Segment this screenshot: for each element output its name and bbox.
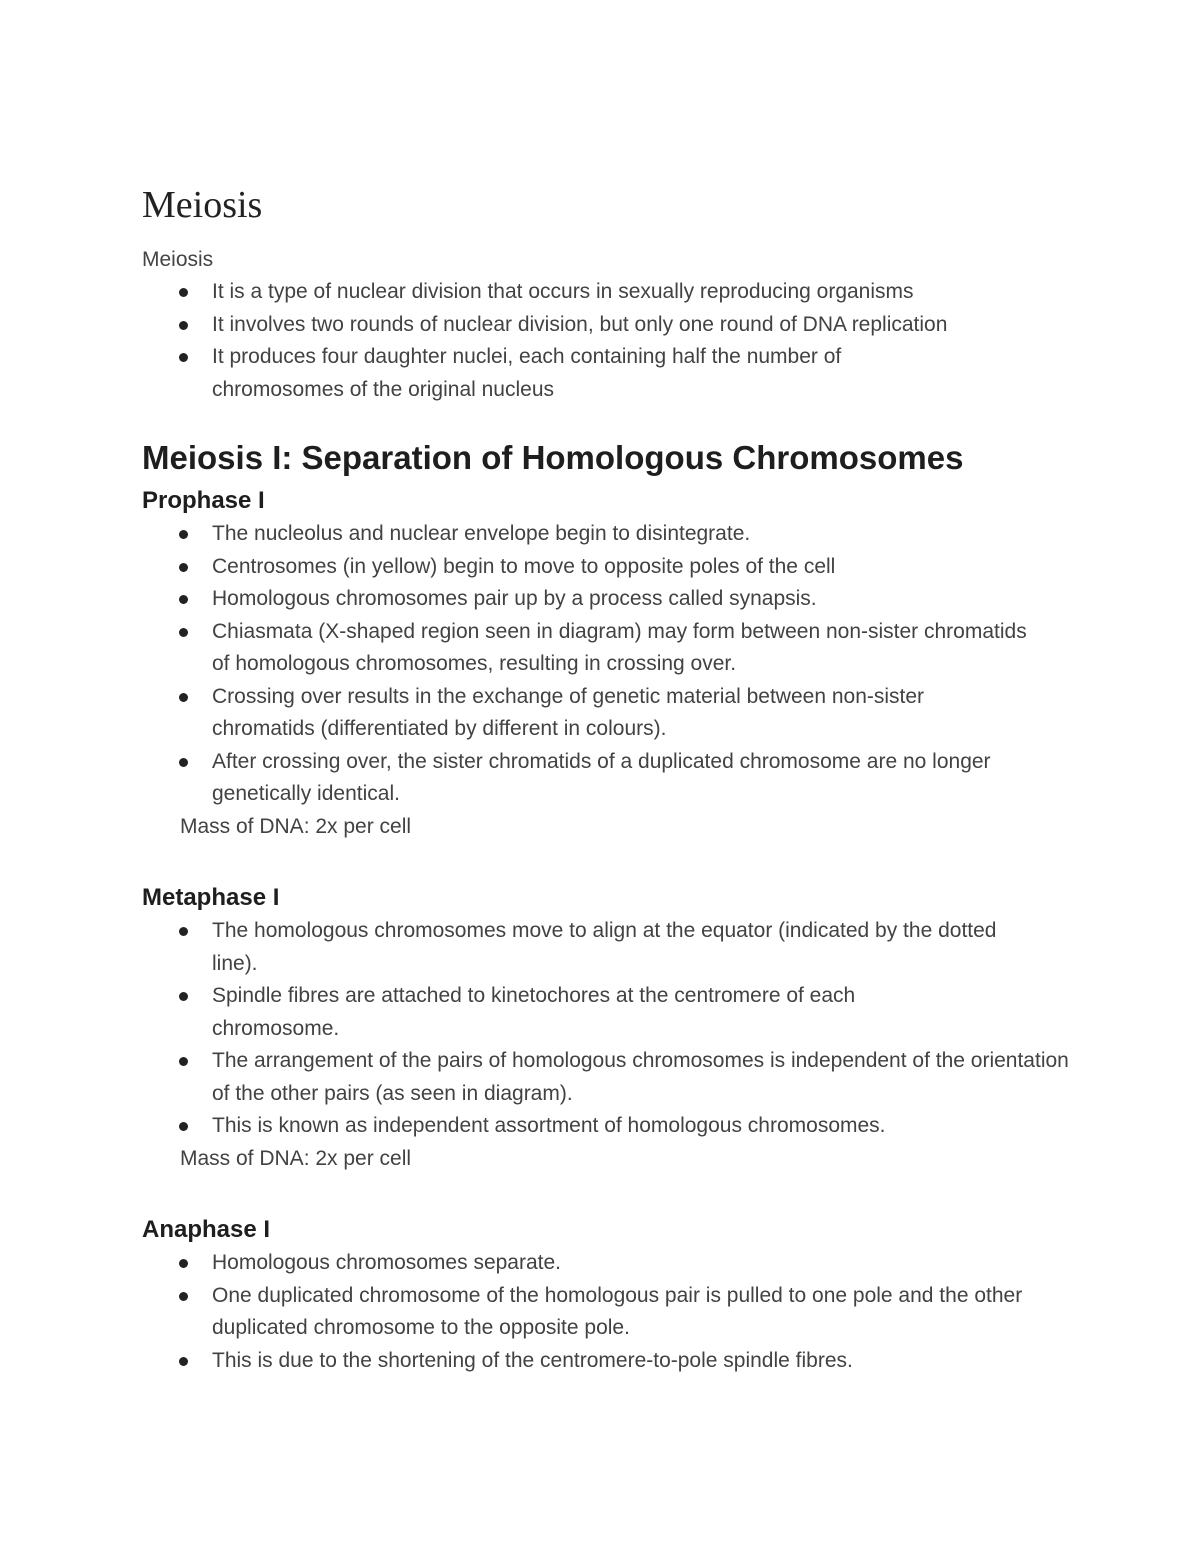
list-item: The arrangement of the pairs of homologous chromosomes is independent of the orientation of the other pairs (as seen in diagram). (212, 1045, 1082, 1110)
bullet-dot-icon (179, 628, 188, 637)
prophase-dna-mass: Mass of DNA: 2x per cell (180, 814, 412, 838)
bullet-dot-icon (179, 288, 188, 297)
bullet-dot-icon (179, 530, 188, 539)
list-item: Homologous chromosomes separate. (212, 1247, 1032, 1280)
metaphase-bullet-list (142, 915, 1102, 1143)
list-item: Centrosomes (in yellow) begin to move to opposite poles of the cell (212, 551, 1032, 584)
intro-label: Meiosis (142, 248, 214, 271)
bullet-dot-icon (179, 563, 188, 572)
list-item: It is a type of nuclear division that occurs in sexually reproducing organisms (212, 276, 1082, 309)
list-item: This is known as independent assortment of homologous chromosomes. (212, 1110, 1082, 1143)
bullet-dot-icon (179, 353, 188, 362)
prophase-bullet-list (142, 518, 1102, 811)
metaphase-heading: Metaphase I (142, 884, 280, 911)
list-item: Homologous chromosomes pair up by a process called synapsis. (212, 583, 1032, 616)
list-item: The nucleolus and nuclear envelope begin to disintegrate. (212, 518, 1032, 551)
bullet-dot-icon (179, 595, 188, 604)
section-heading: Meiosis I: Separation of Homologous Chromosomes (142, 439, 964, 476)
bullet-dot-icon (179, 321, 188, 330)
bullet-dot-icon (179, 1259, 188, 1268)
bullet-dot-icon (179, 1057, 188, 1066)
list-item: This is due to the shortening of the centromere-to-pole spindle fibres. (212, 1345, 1032, 1378)
list-item: After crossing over, the sister chromatids of a duplicated chromosome are no longer genetically identical. (212, 746, 1032, 811)
metaphase-dna-mass: Mass of DNA: 2x per cell (180, 1146, 412, 1170)
intro-bullet-list (142, 276, 1102, 406)
list-item: It produces four daughter nuclei, each containing half the number of chromosomes of the original nucleus (212, 341, 952, 406)
bullet-dot-icon (179, 758, 188, 767)
document-page (142, 182, 1102, 1377)
list-item: Crossing over results in the exchange of genetic material between non-sister chromatids (differentiated by different in colours). (212, 681, 1032, 746)
document-title: Meiosis (142, 184, 263, 226)
anaphase-heading: Anaphase I (142, 1216, 271, 1243)
prophase-heading: Prophase I (142, 487, 265, 514)
list-item: One duplicated chromosome of the homologous pair is pulled to one pole and the other duplicated chromosome to the opposite pole. (212, 1280, 1032, 1345)
bullet-dot-icon (179, 1357, 188, 1366)
bullet-dot-icon (179, 927, 188, 936)
bullet-dot-icon (179, 693, 188, 702)
list-item: Spindle fibres are attached to kinetochores at the centromere of each chromosome. (212, 980, 972, 1045)
bullet-dot-icon (179, 1292, 188, 1301)
list-item: Chiasmata (X-shaped region seen in diagram) may form between non-sister chromatids of homologous chromosomes, resulting in crossing over. (212, 616, 1032, 681)
list-item: It involves two rounds of nuclear division, but only one round of DNA replication (212, 309, 1082, 342)
bullet-dot-icon (179, 992, 188, 1001)
list-item: The homologous chromosomes move to align at the equator (indicated by the dotted line). (212, 915, 1037, 980)
anaphase-bullet-list (142, 1247, 1102, 1377)
bullet-dot-icon (179, 1122, 188, 1131)
